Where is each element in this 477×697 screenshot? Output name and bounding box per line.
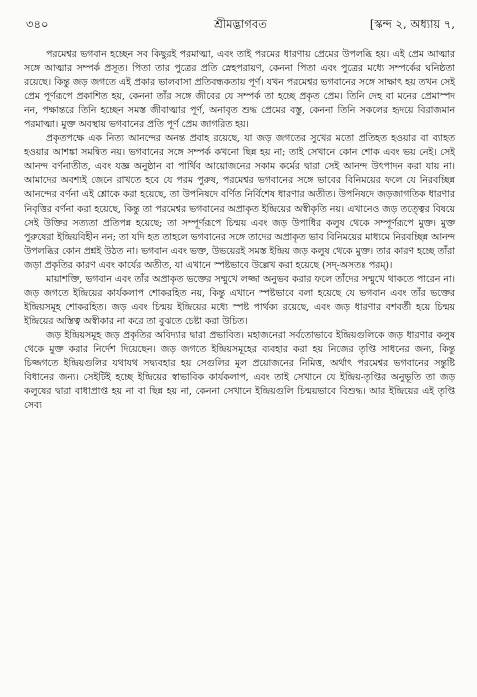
paragraph: পরমেশ্বর ভগবান হচ্ছেন সব কিছুরই পরমাত্মা, এবং তাই পরমের ধারণায় প্রেমের উপলব্ধি হয়। এই প্রেম আত্মার সঙ্গে আত্মার সম্পর্ক প্রসূত। পিতা তার পুত্রের প্রতি স্নেহপরায়ণ, কেননা পিতা এবং পুত্রের মধ্যে সম্পর্কের ঘনিষ্ঠতা রয়েছে। কিন্তু জড় জগতে এই প্রকার ভালবাসা প্রতিবন্ধকতায় পূর্ণ। যখন পরমেশ্বর ভগবানের সঙ্গে সাক্ষাৎ হয় তখন সেই প্রেম পূর্ণরূপে প্রকাশিত হয়, কেননা তাঁর সঙ্গে জীবের যে সম্পর্ক তা হচ্ছে প্রকৃত প্রেম। তিনি দেহ বা মনের প্রেমাস্পদ নন, পক্ষান্তরে তিনি হচ্ছেন সমস্ত জীবাত্মার পূর্ণ, অনাবৃত শুদ্ধ প্রেমের বস্তু, কেননা তিনি সকলের হৃদয়ে বিরাজমান পরমাত্মা। মুক্ত অবস্থায় ভগবানের প্রতি পূর্ণ প্রেম জাগরিত হয়। [24, 49, 455, 131]
chapter-reference: [স্কন্দ ২, অধ্যায় ৭, [369, 17, 455, 31]
page-number: ৩৪০ [26, 17, 49, 31]
paragraph: জড় ইন্দ্রিয়সমূহ জড় প্রকৃতির অবিদ্যার দ্বারা প্রভাবিত। মহাজনেরা সর্বতোভাবে ইন্দ্রিয়গুলিকে জড় ধারণার কলুষ থেকে মুক্ত করার নির্দেশ দিয়েছেন। জড় জগতে ইন্দ্রিয়সমূহের ব্যবহার করা হয় নিজের তৃপ্তি সাধনের জন্য, কিন্তু চিজ্জগতে ইন্দ্রিয়গুলির যথাযথ সদ্ব্যবহার হয় সেগুলির মূল প্রয়োজনের নিমিত্ত, অর্থাৎ পরমেশ্বর ভগবানের সন্তুষ্টি বিধানের জন্য। সেইটিই হচ্ছে ইন্দ্রিয়ের স্বাভাবিক কার্যকলাপ, এবং তাই সেখানে যে ইন্দ্রিয়-তৃপ্তির অনুভূতি তা জড় কলুষের দ্বারা বাধাপ্রাপ্ত হয় না বা ছিন্ন হয় না, কেননা সেখানে ইন্দ্রিয়গুলি চিন্ময়ভাবে বিশুদ্ধ। আর ইন্দ্রিয়ের এই তৃপ্তি সেব্য [24, 329, 455, 412]
paragraph: মায়াশক্তি, ভগবান এবং তাঁর অপ্রাকৃত ভক্তের সম্মুখে লজ্জা অনুভব করার ফলে তাঁদের সম্মুখে থাকতে পারেন না। জড় জগতে ইন্দ্রিয়ের কার্যকলাপ শোকরহিত নয়, কিন্তু এখানে স্পষ্টভাবে বলা হয়েছে যে ভগবান এবং তাঁর ভক্তের ইন্দ্রিয়সমূহ শোকরহিত। জড় এবং চিন্ময় ইন্দ্রিয়ের মধ্যে স্পষ্ট পার্থক্য রয়েছে, এবং জড় ধারণার বশবর্তী হয়ে চিন্ময় ইন্দ্রিয়ের অস্তিত্ব অস্বীকার না করে তা বুঝতে চেষ্টা করা উচিত। [24, 273, 455, 327]
book-title: শ্রীমদ্ভাগবত [214, 17, 267, 31]
page-body [24, 48, 455, 413]
paragraph: প্রকৃতপক্ষে এক নিত্য আনন্দের অনন্ত প্রবাহ রয়েছে, যা জড় জগতের সুখের মতো প্রতিহত হওয়ার বা ব্যাহত হওয়ার আশঙ্কা সমন্বিত নয়। ভগবানের সঙ্গে সম্পর্ক কখনো ছিন্ন হয় না; তাই সেখানে কোন শোক এবং ভয় নেই। সেই আনন্দ বর্ণনাতীত, এবং যজ্ঞ অনুষ্ঠান বা পার্থিব আয়োজনের সকাম কর্মের দ্বারা সেই আনন্দ উৎপাদন করা যায় না। আমাদের অবশ্যই জেনে রাখতে হবে যে পরম পুরুষ, পরমেশ্বর ভগবানের সঙ্গে ভাবের বিনিময়ের ফলে যে নিরবচ্ছিন্ন আনন্দের বর্ণনা এই শ্লোকে করা হয়েছে, তা উপনিষদে বর্ণিত নির্বিশেষ ধারণার অতীত। উপনিষদে জড়জাগতিক ধারণার নিবৃত্তির বর্ণনা করা হয়েছে, কিন্তু তা পরমেশ্বর ভগবানের অপ্রাকৃত ইন্দ্রিয়ের অস্বীকৃতি নয়। এখানেও জড় তত্ত্বের বিষয়ে সেই উক্তির সত্যতা প্রতিপন্ন হয়েছে; তা সম্পূর্ণরূপে চিন্ময় এবং জড় উপাধির কলুষ থেকে সম্পূর্ণরূপে মুক্ত। মুক্ত পুরুষেরা ইন্দ্রিয়বিহীন নন; তা যদি হত তাহলে ভগবানের সঙ্গে তাদের অপ্রাকৃত ভাব বিনিময়ের মাধ্যমে নিরবচ্ছিন্ন আনন্দ উপলব্ধির কোন প্রশ্নই উঠত না। ভগবান এবং ভক্ত, উভয়েরই সমস্ত ইন্দ্রিয় জড় কলুষ থেকে মুক্ত। তার কারণ হচ্ছে তাঁরা জড়া প্রকৃতির কারণ এবং কার্যের অতীত, যা এখানে স্পষ্টভাবে উল্লেখ করা হয়েছে (সদ্-অসতঃ পরম্)। [24, 133, 455, 271]
page-header [26, 16, 455, 34]
